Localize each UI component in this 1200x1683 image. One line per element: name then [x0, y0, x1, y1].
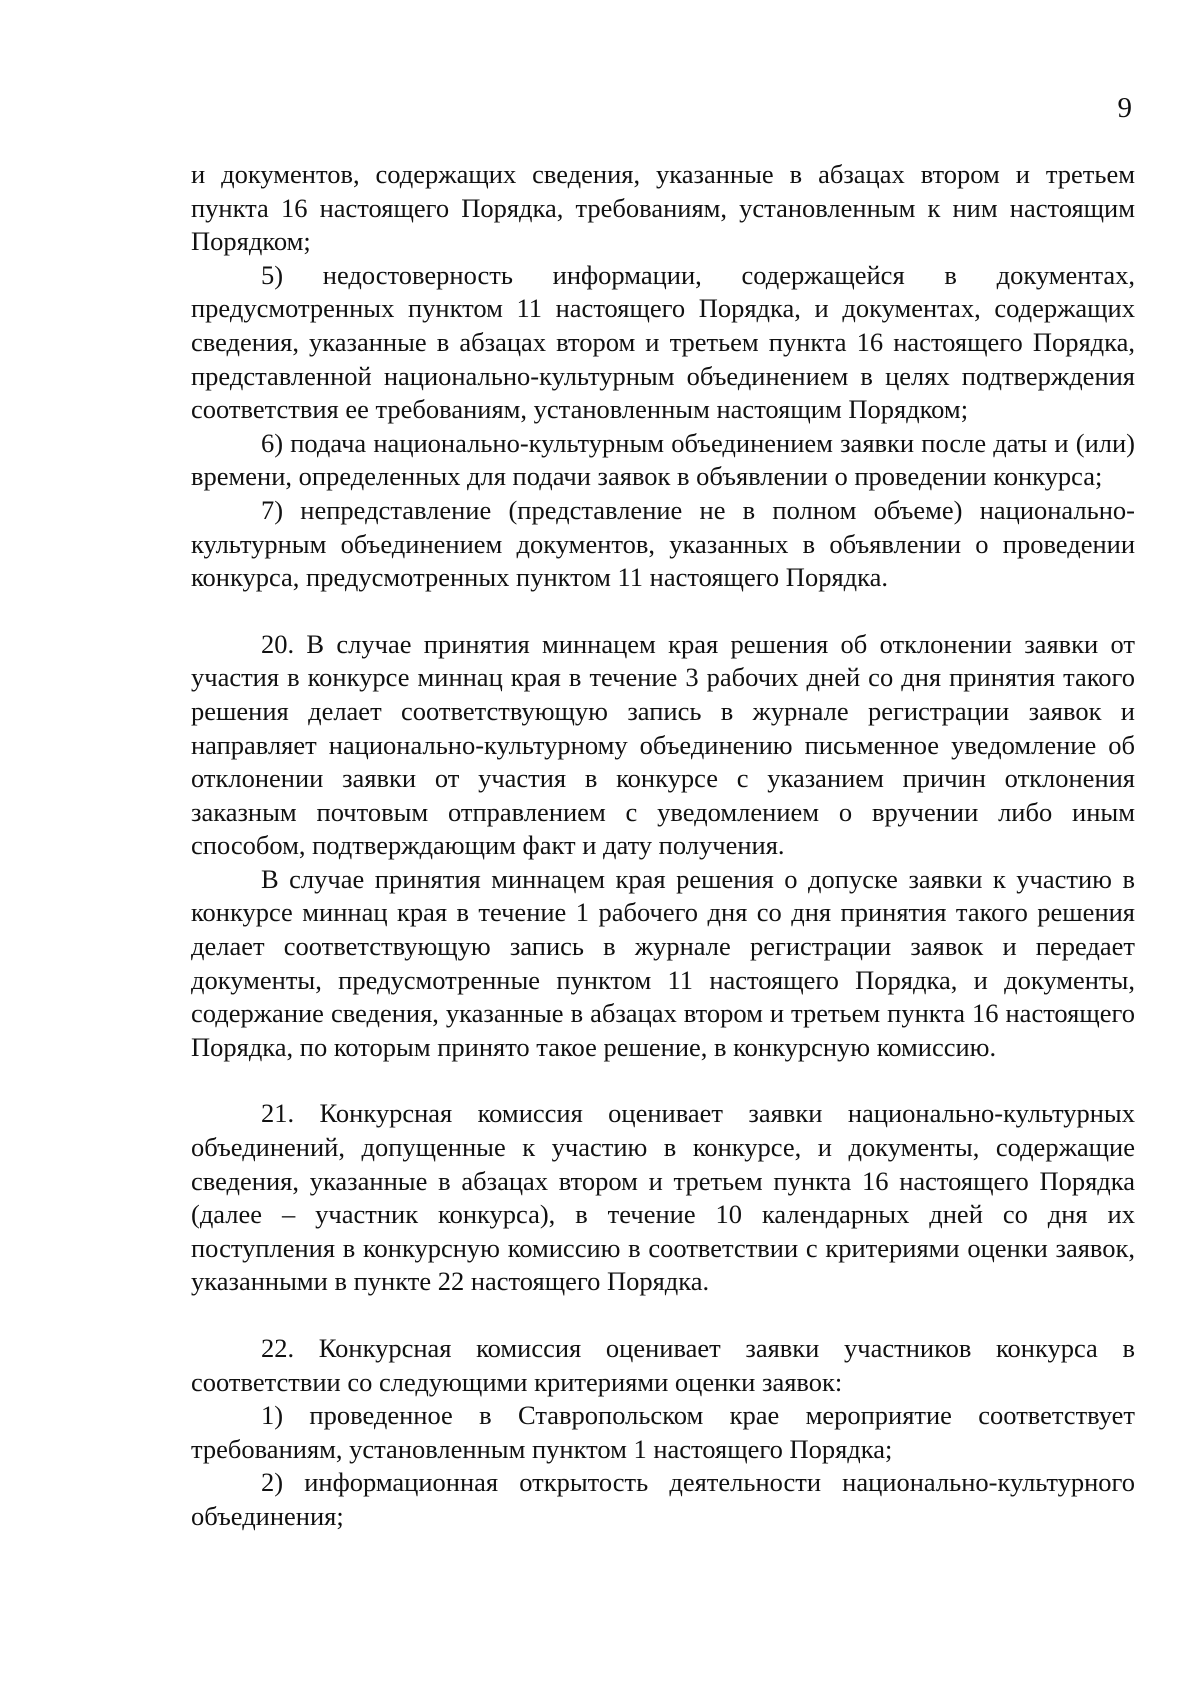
- criterion-2: 2) информационная открытость деятельности национально-культурного объединения;: [191, 1467, 1135, 1531]
- clause-21: 21. Конкурсная комиссия оценивает заявки национально-культурных объединений, допущенные к участию в конкурсе, и документы, содержащие сведения, указанные в абзацах втором и третьем пункта 16 настоящего Порядка (далее – участник конкурса), в течение 10 календарных дней со дня их поступления в конкурсную комиссию в соответствии с критериями оценки заявок, указанными в пункте 22 настоящего Порядка.: [191, 1098, 1135, 1297]
- clause-20: 20. В случае принятия миннацем края решения об отклонении заявки от участия в конкурсе миннац края в течение 3 рабочих дней со дня принятия такого решения делает соответствующую запись в журнале регистрации заявок и направляет национально-культурному объединению письменное уведомление об отклонении заявки от участия в конкурсе с указанием причин отклонения заказным почтовым отправлением с уведомлением о вручении либо иным способом, подтверждающим факт и дату получения.: [191, 628, 1135, 861]
- list-item-6: 6) подача национально-культурным объединением заявки после даты и (или) времени, определенных для подачи заявок в объявлении о проведении конкурса;: [191, 427, 1135, 492]
- clause-20-second-paragraph: В случае принятия миннацем края решения о допуске заявки к участию в конкурсе миннац края в течение 1 рабочего дня со дня принятия такого решения делает соответствующую запись в журнале регистрации заявок и передает документы, предусмотренные пунктом 11 настоящего Порядка, и документы, содержание сведения, указанные в абзацах втором и третьем пункта 16 настоящего Порядка, по которым принято такое решение, в конкурсную комиссию.: [191, 863, 1135, 1062]
- page-number: 9: [1117, 92, 1132, 124]
- clause-22: 22. Конкурсная комиссия оценивает заявки участников конкурса в соответствии со следующими критериями оценки заявок:: [191, 1333, 1135, 1397]
- paragraph-continuation: и документов, содержащих сведения, указанные в абзацах втором и третьем пункта 16 настоящего Порядка, требованиям, установленным к ним настоящим Порядком;: [191, 159, 1135, 257]
- list-item-7: 7) непредставление (представление не в полном объеме) национально-культурным объединением документов, указанных в объявлении о проведении конкурса, предусмотренных пунктом 11 настоящего Порядка.: [191, 494, 1135, 593]
- criterion-1: 1) проведенное в Ставропольском крае мероприятие соответствует требованиям, установленным пунктом 1 настоящего Порядка;: [191, 1400, 1135, 1464]
- list-item-5: 5) недостоверность информации, содержащейся в документах, предусмотренных пунктом 11 настоящего Порядка, и документах, содержащих сведения, указанные в абзацах втором и третьем пункта 16 настоящего Порядка, представленной национально-культурным объединением в целях подтверждения соответствия ее требованиям, установленным настоящим Порядком;: [191, 259, 1135, 425]
- document-body: [191, 158, 1135, 1534]
